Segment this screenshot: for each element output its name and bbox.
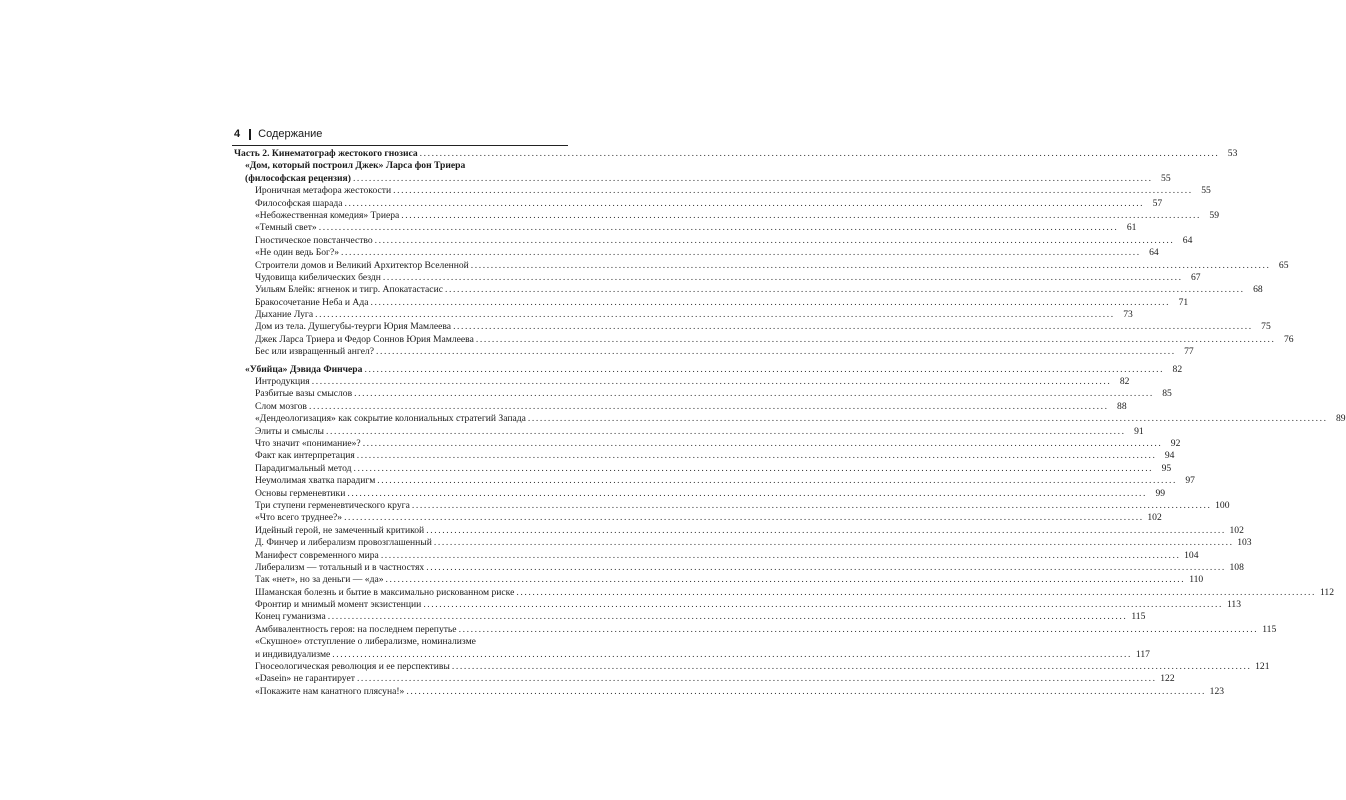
toc-entry-label: Дыхание Луга: [255, 309, 314, 321]
toc-entry-page: 61: [1126, 222, 1137, 234]
toc-entry-label: Бракосочетание Неба и Ада: [255, 296, 369, 308]
leader-dots: ........................................................................................................................................................................................................: [516, 586, 1317, 598]
leader-dots: ........................................................................................................................................................................................................: [376, 346, 1176, 358]
toc-entry-label: Конец гуманизма: [255, 611, 326, 623]
toc-entry[interactable]: [234, 561, 1244, 574]
toc-entry-page: 82: [1172, 363, 1183, 375]
toc-entry-page: 57: [1152, 197, 1163, 209]
leader-dots: ........................................................................................................................................................................................................: [347, 487, 1148, 499]
toc-entry-label: «Покажите нам канатного плясуна!»: [255, 685, 405, 697]
toc-entry-label: Слом мозгов: [255, 400, 307, 412]
toc-entry-page: 88: [1117, 400, 1127, 412]
toc-entry[interactable]: [234, 346, 1194, 358]
leader-dots: ........................................................................................................................................................................................................: [426, 524, 1226, 536]
toc-entry[interactable]: [234, 611, 1146, 623]
running-head: [234, 127, 322, 141]
toc-entry-page: 102: [1147, 512, 1162, 524]
toc-entry-label: Строители домов и Великий Архитектор Вселенной: [255, 259, 469, 271]
toc-entry-label: Манифест современного мира: [255, 549, 379, 561]
toc-entry-page: 99: [1155, 487, 1166, 499]
toc-entry[interactable]: [234, 648, 1150, 661]
toc-entry-label: «Небожественная комедия» Триера: [255, 209, 400, 221]
toc-entry-page: 75: [1261, 321, 1271, 333]
leader-dots: ........................................................................................................................................................................................................: [393, 185, 1193, 197]
toc-entry[interactable]: [234, 462, 1172, 475]
toc-entry-label: (философская рецензия): [245, 172, 351, 184]
toc-entry[interactable]: [234, 437, 1181, 450]
toc-entry[interactable]: [234, 247, 1159, 259]
toc-entry-wrapped-line[interactable]: «Скушное» отступление о либерализме, номинализме: [255, 636, 476, 648]
toc-entry-page: 123: [1209, 685, 1225, 697]
toc-entry-label: Интродукция: [255, 376, 310, 388]
toc-entry[interactable]: [234, 512, 1162, 524]
toc-entry[interactable]: [234, 599, 1241, 611]
toc-entry-label: Факт как интерпретация: [255, 450, 355, 462]
toc-entry[interactable]: [234, 661, 1270, 673]
leader-dots: ........................................................................................................................................................................................................: [380, 549, 1181, 561]
toc-entry[interactable]: [234, 524, 1244, 537]
toc-entry[interactable]: [234, 209, 1219, 222]
leader-dots: ........................................................................................................................................................................................................: [377, 475, 1177, 487]
leader-dots: ........................................................................................................................................................................................................: [475, 333, 1276, 345]
toc-entry[interactable]: [234, 586, 1335, 599]
leader-dots: ........................................................................................................................................................................................................: [458, 623, 1259, 635]
toc-entry-label: «Что всего труднее?»: [255, 512, 343, 524]
leader-dots: ........................................................................................................................................................................................................: [451, 661, 1252, 673]
leader-dots: ........................................................................................................................................................................................................: [444, 284, 1245, 296]
chapter-items: [234, 185, 1294, 358]
toc-entry-label: Д. Финчер и либерализм провозглашенный: [255, 537, 432, 549]
header-rule: [232, 145, 568, 146]
toc-entry[interactable]: [234, 309, 1133, 321]
toc-entry-page: 104: [1184, 549, 1199, 561]
toc-entry[interactable]: [234, 234, 1193, 247]
toc-entry-page: 82: [1119, 376, 1130, 388]
toc-entry[interactable]: [234, 673, 1175, 685]
leader-dots: ........................................................................................................................................................................................................: [362, 437, 1163, 449]
toc-entry[interactable]: [234, 333, 1294, 346]
toc-entry-label: Элиты и смыслы: [255, 425, 324, 437]
toc-entry[interactable]: [234, 222, 1137, 234]
toc-entry-page: 68: [1253, 284, 1263, 296]
toc-entry[interactable]: [234, 549, 1199, 562]
toc-entry-page: 100: [1215, 499, 1230, 511]
leader-dots: ........................................................................................................................................................................................................: [353, 462, 1154, 474]
section-title: Содержание: [258, 128, 323, 140]
toc-entry[interactable]: [234, 284, 1263, 296]
toc-entry-page: 110: [1189, 574, 1204, 586]
toc-entry-label: Неумолимая хватка парадигм: [255, 475, 376, 487]
toc-entry-label: Уильям Блейк: ягненок и тигр. Апокатастасис: [255, 284, 443, 296]
leader-dots: ........................................................................................................................................................................................................: [354, 388, 1154, 400]
toc-entry-label: Идейный герой, не замеченный критикой: [255, 524, 425, 536]
toc-entry-label: Три ступени герменевтического круга: [255, 499, 410, 511]
leader-dots: ........................................................................................................................................................................................................: [370, 296, 1171, 308]
toc-entry[interactable]: [234, 574, 1204, 586]
toc-entry-label: Чудовища кибелических бездн: [255, 271, 381, 283]
toc-entry-label: «Темный свет»: [255, 222, 317, 234]
toc-entry[interactable]: [234, 499, 1230, 512]
toc-entry-label: Шаманская болезнь и бытие в максимально рискованном риске: [255, 586, 515, 598]
toc-entry-page: 53: [1227, 147, 1238, 159]
leader-dots: ........................................................................................................................................................................................................: [406, 685, 1207, 697]
toc-entry-page: 95: [1161, 462, 1172, 474]
toc-entry[interactable]: [234, 425, 1144, 438]
toc-entry-page: 115: [1262, 623, 1277, 635]
toc-entry-label: Либерализм — тотальный и в частностях: [255, 561, 425, 573]
toc-entry-label: «Не один ведь Бог?»: [255, 247, 340, 259]
toc-entry-label: «Dasein» не гарантирует: [255, 673, 355, 685]
leader-dots: ........................................................................................................................................................................................................: [327, 611, 1128, 623]
toc-entry-page: 77: [1184, 346, 1194, 358]
toc-entry-label: «Убийца» Дэвида Финчера: [245, 363, 363, 375]
toc-entry-page: 89: [1335, 413, 1346, 425]
toc-entry[interactable]: [234, 537, 1252, 549]
leader-dots: ........................................................................................................................................................................................................: [364, 363, 1165, 375]
leader-dots: ........................................................................................................................................................................................................: [311, 376, 1112, 388]
page-number: 4: [234, 128, 241, 140]
toc-entry[interactable]: [234, 487, 1166, 500]
toc-part-entry[interactable]: [234, 147, 1238, 160]
table-of-contents: [234, 147, 1346, 698]
toc-entry-page: 85: [1162, 388, 1172, 400]
toc-entry-page: 73: [1123, 309, 1133, 321]
leader-dots: ........................................................................................................................................................................................................: [341, 247, 1141, 259]
leader-dots: ........................................................................................................................................................................................................: [426, 561, 1226, 573]
toc-entry[interactable]: [234, 185, 1211, 197]
toc-entry-page: 64: [1149, 247, 1159, 259]
toc-entry-page: 67: [1190, 271, 1201, 283]
toc-entry-label: Бес или извращенный ангел?: [255, 346, 375, 358]
toc-entry-page: 92: [1170, 437, 1181, 449]
toc-entry-page: 91: [1134, 425, 1144, 437]
leader-dots: ........................................................................................................................................................................................................: [453, 321, 1253, 333]
leader-dots: ........................................................................................................................................................................................................: [344, 512, 1144, 524]
leader-dots: ........................................................................................................................................................................................................: [382, 271, 1183, 283]
toc-entry[interactable]: [234, 197, 1163, 210]
leader-dots: ........................................................................................................................................................................................................: [527, 413, 1328, 425]
toc-entry-label: Гносеологическая революция и ее перспективы: [255, 661, 450, 673]
toc-entry-label: Часть 2. Кинематограф жестокого гнозиса: [234, 147, 418, 159]
toc-entry-label: Философская шарада: [255, 197, 343, 209]
leader-dots: ........................................................................................................................................................................................................: [423, 599, 1223, 611]
toc-entry[interactable]: [234, 388, 1172, 400]
toc-entry-label: и индивидуализме: [255, 648, 331, 660]
toc-entry-label: Разбитые вазы смыслов: [255, 388, 353, 400]
toc-entry[interactable]: [234, 296, 1189, 309]
toc-chapter-entry[interactable]: [234, 363, 1183, 376]
toc-entry-label: Основы герменевтики: [255, 487, 346, 499]
leader-dots: ........................................................................................................................................................................................................: [433, 537, 1234, 549]
toc-entry-page: 112: [1319, 586, 1335, 598]
toc-entry[interactable]: [234, 259, 1289, 272]
toc-entry[interactable]: [234, 321, 1271, 333]
toc-entry-page: 115: [1131, 611, 1146, 623]
leader-dots: ........................................................................................................................................................................................................: [385, 574, 1186, 586]
toc-entry-page: 71: [1178, 296, 1189, 308]
toc-entry-label: Что значит «понимание»?: [255, 437, 361, 449]
toc-entry-page: 122: [1160, 673, 1175, 685]
leader-dots: ........................................................................................................................................................................................................: [374, 234, 1175, 246]
toc-entry-page: 76: [1283, 333, 1294, 345]
leader-dots: ........................................................................................................................................................................................................: [352, 172, 1153, 184]
leader-dots: ........................................................................................................................................................................................................: [344, 197, 1145, 209]
leader-dots: ........................................................................................................................................................................................................: [318, 222, 1119, 234]
toc-entry-label: Джек Ларса Триера и Федор Соннов Юрия Мамлеева: [255, 333, 474, 345]
toc-entry[interactable]: [234, 623, 1277, 636]
toc-entry[interactable]: [234, 450, 1175, 462]
toc-entry-page: 55: [1161, 172, 1171, 184]
leader-dots: ........................................................................................................................................................................................................: [419, 147, 1220, 159]
toc-entry[interactable]: [234, 271, 1201, 284]
leader-dots: ........................................................................................................................................................................................................: [356, 673, 1157, 685]
toc-chapter-entry[interactable]: [234, 172, 1171, 185]
toc-entry[interactable]: [234, 376, 1130, 388]
leader-dots: ........................................................................................................................................................................................................: [325, 425, 1126, 437]
toc-entry-label: Так «нет», но за деньги — «да»: [255, 574, 384, 586]
toc-entry-page: 55: [1201, 185, 1211, 197]
toc-entry-label: Амбивалентность героя: на последнем перепутье: [255, 623, 457, 635]
toc-entry-page: 64: [1182, 234, 1193, 246]
leader-dots: ........................................................................................................................................................................................................: [401, 209, 1201, 221]
leader-dots: ........................................................................................................................................................................................................: [308, 400, 1109, 412]
leader-dots: ........................................................................................................................................................................................................: [315, 309, 1115, 321]
toc-entry-page: 113: [1226, 599, 1241, 611]
toc-entry-page: 65: [1278, 259, 1289, 271]
toc-entry-label: Гностическое повстанчество: [255, 234, 373, 246]
toc-entry-page: 117: [1135, 648, 1150, 660]
toc-entry-page: 97: [1185, 475, 1195, 487]
chapter-items: [234, 661, 1270, 698]
toc-entry-page: 59: [1209, 209, 1219, 221]
toc-entry[interactable]: [234, 685, 1225, 698]
toc-entry[interactable]: [234, 413, 1346, 425]
toc-entry-page: 121: [1255, 661, 1270, 673]
toc-entry-page: 102: [1229, 524, 1244, 536]
toc-entry-label: Ироничная метафора жестокости: [255, 185, 392, 197]
chapter-items: [234, 376, 1346, 636]
chapter-title-line[interactable]: «Дом, который построил Джек» Ларса фон Триера: [245, 160, 466, 172]
toc-entry-label: «Дендеологизация» как сокрытие колониальных стратегий Запада: [255, 413, 526, 425]
toc-entry-label: Дом из тела. Душегубы-теурги Юрия Мамлеева: [255, 321, 452, 333]
toc-entry-page: 103: [1237, 537, 1252, 549]
leader-dots: ........................................................................................................................................................................................................: [356, 450, 1157, 462]
leader-dots: ........................................................................................................................................................................................................: [332, 648, 1132, 660]
toc-entry-page: 94: [1164, 450, 1175, 462]
toc-entry-label: Парадигмальный метод: [255, 462, 352, 474]
toc-entry-page: 108: [1229, 561, 1244, 573]
toc-entry[interactable]: [234, 400, 1127, 413]
header-separator: [249, 129, 251, 140]
toc-entry-label: Фронтир и мнимый момент экзистенции: [255, 599, 422, 611]
leader-dots: ........................................................................................................................................................................................................: [470, 259, 1271, 271]
toc-entry[interactable]: [234, 475, 1195, 487]
leader-dots: ........................................................................................................................................................................................................: [411, 499, 1212, 511]
